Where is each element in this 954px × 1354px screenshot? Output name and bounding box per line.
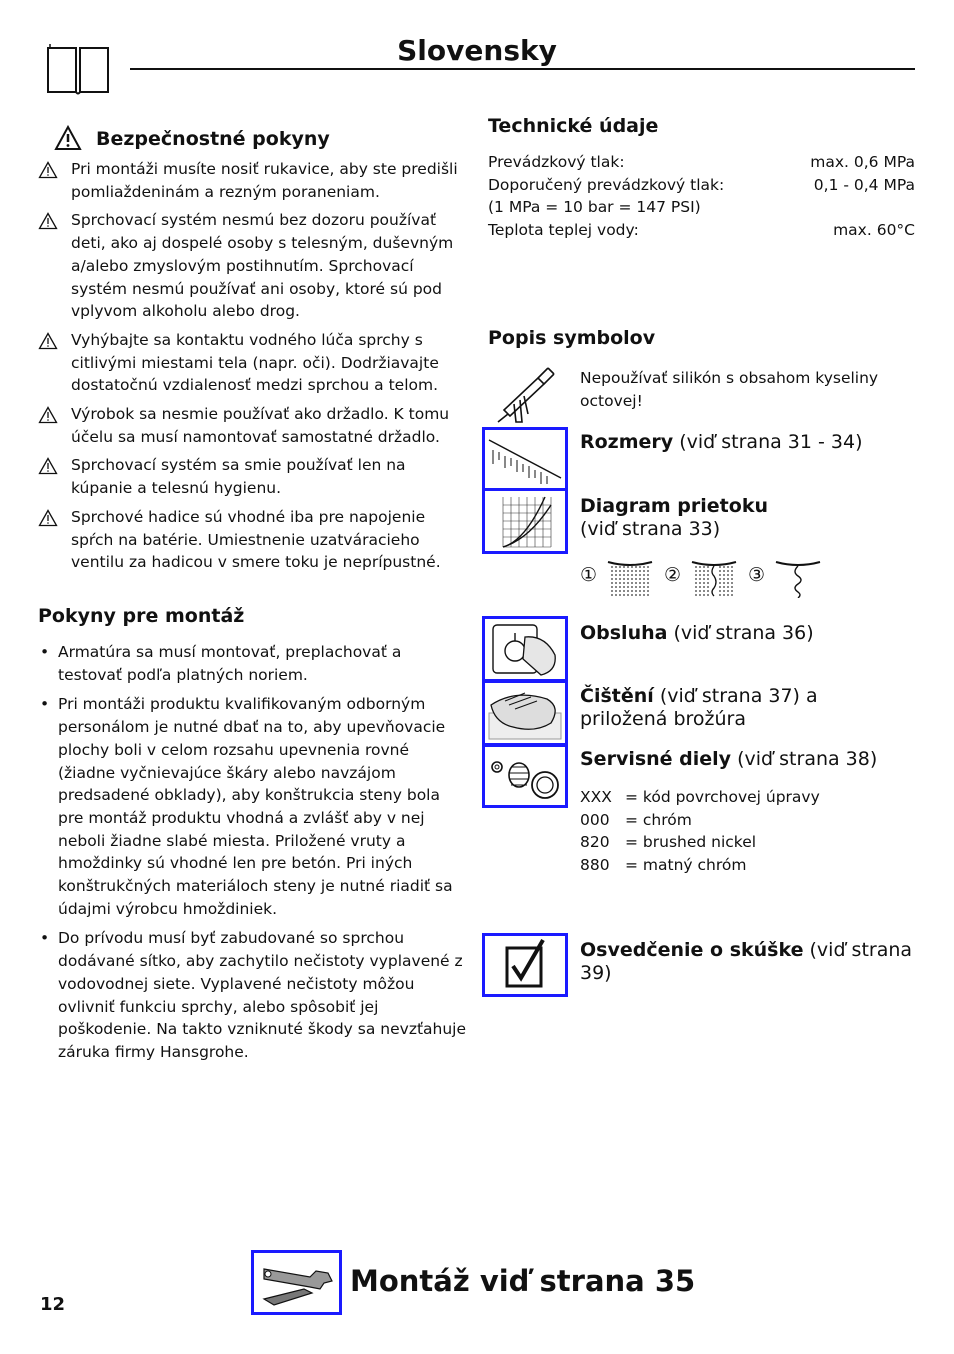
safety-item: Sprchovací systém sa smie používať len na kúpanie a telesnú hygienu. — [38, 454, 468, 499]
tech-table — [488, 151, 915, 241]
safety-item: Sprchovací systém nesmú bez dozoru používať deti, ako aj dospelé osoby s telesným, duševným a/alebo zmyslovým postihnutím. Sprchovací systém nesmú používať ani osoby, ktoré sú pod vplyvom alkoholu alebo drog. — [38, 209, 468, 323]
spray-number: ① — [580, 564, 598, 586]
title-rule — [130, 68, 915, 70]
symbols-heading: Popis symbolov — [488, 327, 656, 349]
checkmark-icon — [482, 933, 568, 997]
warning-small-icon — [38, 161, 58, 179]
spray-number: ③ — [748, 564, 766, 586]
tech-row: Prevádzkový tlak: max. 0,6 MPa — [488, 153, 915, 171]
safety-heading: Bezpečnostné pokyny — [96, 128, 330, 150]
dimensions-icon — [482, 427, 568, 491]
parts-label: Servisné diely (viď strana 38) — [580, 748, 878, 770]
code-row: 820 = brushed nickel — [580, 833, 757, 851]
warning-small-icon — [38, 406, 58, 424]
spray-massage-icon — [774, 558, 822, 598]
cleaning-icon — [482, 680, 568, 746]
safety-item: Pri montáži musíte nosiť rukavice, aby ste predišli pomliaždeninám a rezným poraneniam. — [38, 158, 468, 203]
operation-icon — [482, 616, 568, 682]
finish-codes — [580, 786, 820, 876]
mounting-item: • Armatúra sa musí montovať, preplachovať a testovať podľa platných noriem. — [40, 643, 402, 684]
warning-small-icon — [38, 457, 58, 475]
test-label: Osvedčenie o skúške (viď strana 39) — [580, 939, 913, 984]
tech-row: (1 MPa = 10 bar = 147 PSI) — [488, 198, 701, 216]
safety-item: Vyhýbajte sa kontaktu vodného lúča sprchy s citlivými miestami tela (napr. oči). Dodržiavajte dostatočnú vzdialenosť medzi sprchou a telom. — [38, 329, 468, 397]
code-row: 000 = chróm — [580, 810, 692, 829]
page-title: Slovensky — [397, 34, 557, 67]
warning-small-icon — [38, 332, 58, 350]
dimensions-label: Rozmery (viď strana 31 - 34) — [580, 431, 863, 453]
spray-number: ② — [664, 564, 682, 586]
safety-item: Výrobok sa nesmie používať ako držadlo. K tomu účelu sa musí namontovať samostatné držadlo. — [38, 403, 468, 448]
warning-small-icon — [38, 212, 58, 230]
flow-label: Diagram prietoku (viď strana 33) — [580, 495, 768, 540]
spray-rain-icon — [606, 558, 654, 598]
mounting-list — [38, 641, 468, 1071]
flow-diagram-icon — [482, 488, 568, 554]
tech-row: Teplota teplej vody: max. 60°C — [488, 220, 915, 239]
assembly-title: Montáž viď strana 35 — [350, 1264, 696, 1298]
spare-parts-icon — [482, 744, 568, 808]
silicone-gun-icon — [494, 364, 560, 424]
wrench-icon — [251, 1250, 342, 1315]
spray-types — [580, 558, 830, 602]
mounting-item: • Pri montáži produktu kvalifikovaným odborným personálom je nutné dbať na to, aby upevňovacie plochy boli v celom rozsahu upevnenia rovné (žiadne vyčnievajúce škáry alebo navzájom predsadené obklady), aby konštrukcia steny bola pre montáž produktu vhodná a zvlášť aby v nej neboli žiadne slabé miesta. Priložené vruty a hmoždinky sú vhodné len pre betón. Pri iných konštrukčných materiáloch steny je nutné riadiť sa údajmi výrobcu hmoždiniek. — [40, 695, 453, 918]
operation-label: Obsluha (viď strana 36) — [580, 622, 814, 644]
mounting-item: • Do prívodu musí byť zabudované so sprchou dodávané sítko, aby zachytilo nečistoty vyplavené z vodovodnej siete. Vyplavené nečistoty môžou ovlivniť funkciu sprchy, alebo spôsobiť jej poškodenie. Na takto vzniknuté škody sa nevzťahuje záruka firmy Hansgrohe. — [40, 929, 467, 1061]
safety-list — [38, 158, 468, 580]
code-row: XXX = kód povrchovej úpravy — [580, 788, 820, 806]
tech-heading: Technické údaje — [488, 115, 659, 137]
silicone-text: Nepoužívať silikón s obsahom kyseliny octovej! — [580, 369, 879, 410]
mounting-heading: Pokyny pre montáž — [38, 605, 245, 627]
cleaning-label: Čištění (viď strana 37) a priložená brožúra — [580, 685, 818, 730]
safety-item: Sprchové hadice sú vhodné iba pre napojenie spŕch na batérie. Umiestnenie uzatváracieho ventilu za hadicou v smere toku je neprípustné. — [38, 506, 468, 574]
tech-row: Doporučený prevádzkový tlak: 0,1 - 0,4 MPa — [488, 175, 915, 194]
page-number: 12 — [40, 1294, 66, 1315]
code-row: 880 = matný chróm — [580, 855, 747, 874]
spray-mix-icon — [690, 558, 738, 598]
warning-small-icon — [38, 509, 58, 527]
warning-icon — [54, 125, 82, 151]
